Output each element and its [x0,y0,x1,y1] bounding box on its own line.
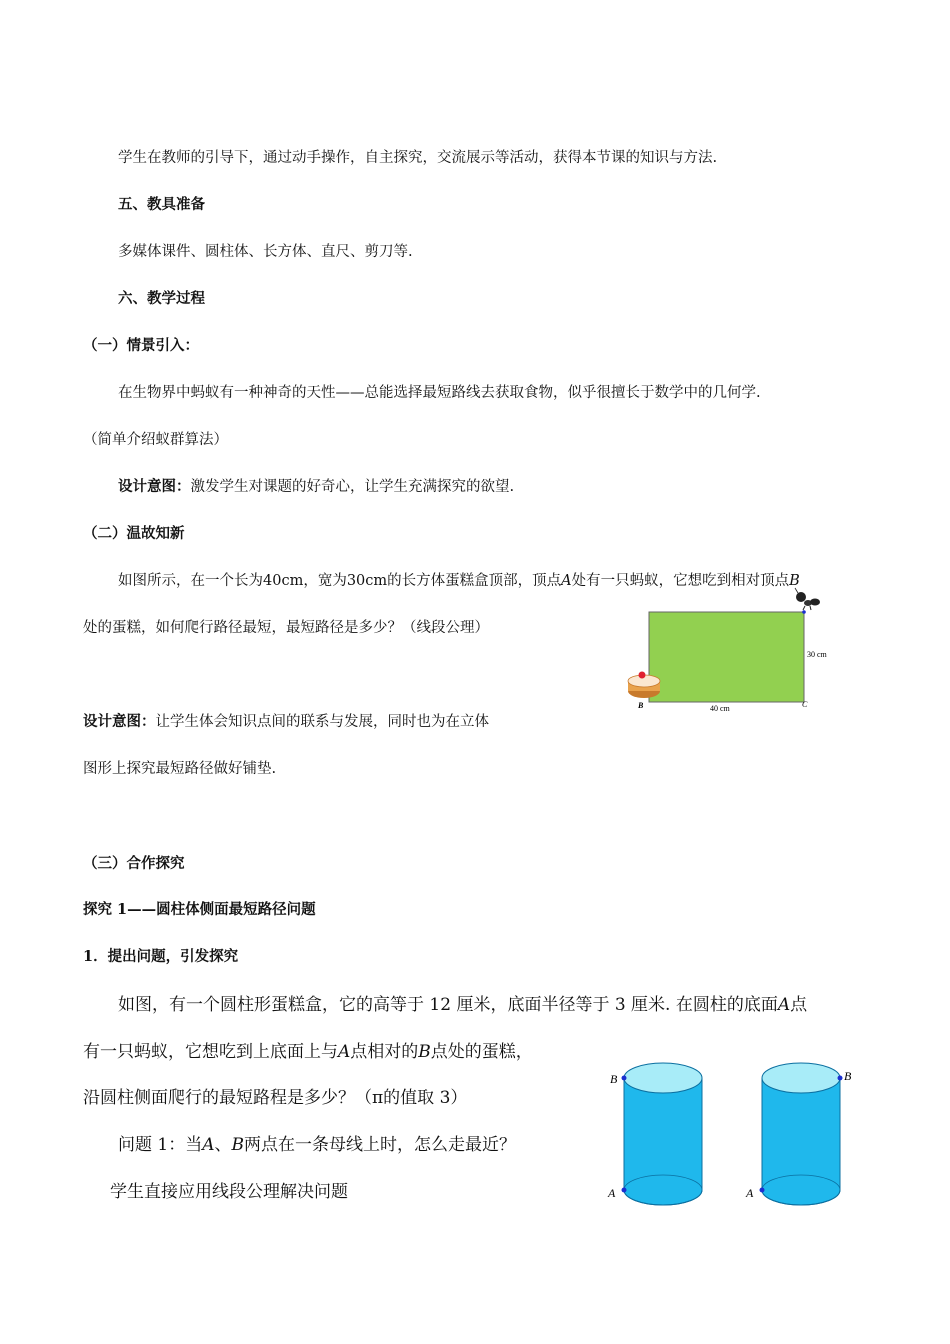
variable-b: B [231,1135,245,1155]
point-b [622,1076,627,1081]
paragraph-design-intent-2 [83,710,489,731]
cylinder-right [745,1063,852,1205]
heading-teaching-process: 六、教学过程 [118,290,205,307]
paragraph-design-intent-2-cont: 图形上探究最短路径做好铺垫. [83,761,277,777]
text-segment: 点 [790,995,808,1015]
label-b: B [844,1069,852,1083]
heading-teaching-aids: 五、教具准备 [118,196,205,213]
design-intent-label: 设计意图： [118,478,191,495]
label-c: C [802,700,808,709]
label-30cm: 30 cm [807,650,827,659]
paragraph-students-apply: 学生直接应用线段公理解决问题 [110,1182,348,1202]
label-b: B [610,1072,618,1086]
text-segment: 如图所示，在一个长为40cm，宽为30cm的长方体蛋糕盒顶部，顶点 [118,573,562,589]
design-intent-label: 设计意图： [83,713,156,730]
paragraph-teaching-aids: 多媒体课件、圆柱体、长方体、直尺、剪刀等. [118,244,413,260]
text-segment: 如图，有一个圆柱形蛋糕盒，它的高等于 12 厘米，底面半径等于 3 厘米. 在圆柱的底面 [118,995,778,1015]
point-b [838,1076,843,1081]
cake-box-rectangle [649,612,804,702]
variable-a: A [338,1042,351,1062]
paragraph-cake-box-question: 处的蛋糕，如何爬行路径最短，最短路径是多少？（线段公理） [83,620,489,636]
cylinder-left [607,1063,702,1205]
paragraph-learning-method: 学生在教师的引导下，通过动手操作，自主探究，交流展示等活动，获得本节课的知识与方法. [118,150,718,166]
variable-a: A [202,1135,215,1155]
paragraph-question-1 [118,1130,516,1155]
heading-cooperative-exploration: （三）合作探究 [83,855,185,872]
paragraph-ant-nature: 在生物界中蚂蚁有一种神奇的天性——总能选择最短路线去获取食物，似乎很擅长于数学中的几何学. [118,385,761,401]
paragraph-cylinder-problem [118,990,807,1015]
variable-a: A [561,573,572,589]
text-segment: 问题 1：当 [118,1135,203,1155]
label-a: A [746,1186,754,1200]
ant-icon [795,588,820,610]
variable-a: A [777,995,791,1015]
text-segment: 、 [214,1135,232,1155]
design-intent-text: 让学生体会知识点间的联系与发展，同时也为在立体 [155,714,489,730]
paragraph-design-intent-1 [118,475,514,496]
heading-exploration-1: 探究 1——圆柱体侧面最短路径问题 [83,901,316,918]
point-top-right [802,610,806,614]
variable-b: B [418,1042,431,1062]
text-segment: 两点在一条母线上时，怎么走最近？ [244,1135,517,1155]
cylinder-figure [600,1050,870,1220]
label-b: B [638,701,644,710]
paragraph-cylinder-problem-cont [83,1037,533,1062]
text-segment: 点相对的 [350,1042,419,1062]
heading-scenario-intro: （一）情景引入： [83,337,199,354]
design-intent-text: 激发学生对课题的好奇心，让学生充满探究的欲望. [190,479,515,495]
variable-b: B [789,573,800,589]
text-segment: 处有一只蚂蚁，它想吃到相对顶点 [571,573,790,589]
heading-review: （二）温故知新 [83,525,185,542]
paragraph-ant-algorithm: （简单介绍蚁群算法） [83,432,228,448]
label-a: A [608,1186,616,1200]
point-a [622,1188,627,1193]
text-segment: 有一只蚂蚁，它想吃到上底面上与 [83,1042,338,1062]
cake-box-figure [620,585,850,720]
paragraph-cylinder-question: 沿圆柱侧面爬行的最短路程是多少？（π的值取 3） [83,1088,468,1108]
label-40cm: 40 cm [710,704,730,713]
heading-raise-question: 1．提出问题，引发探究 [83,948,239,965]
point-a [760,1188,765,1193]
text-segment: 点处的蛋糕， [430,1042,533,1062]
